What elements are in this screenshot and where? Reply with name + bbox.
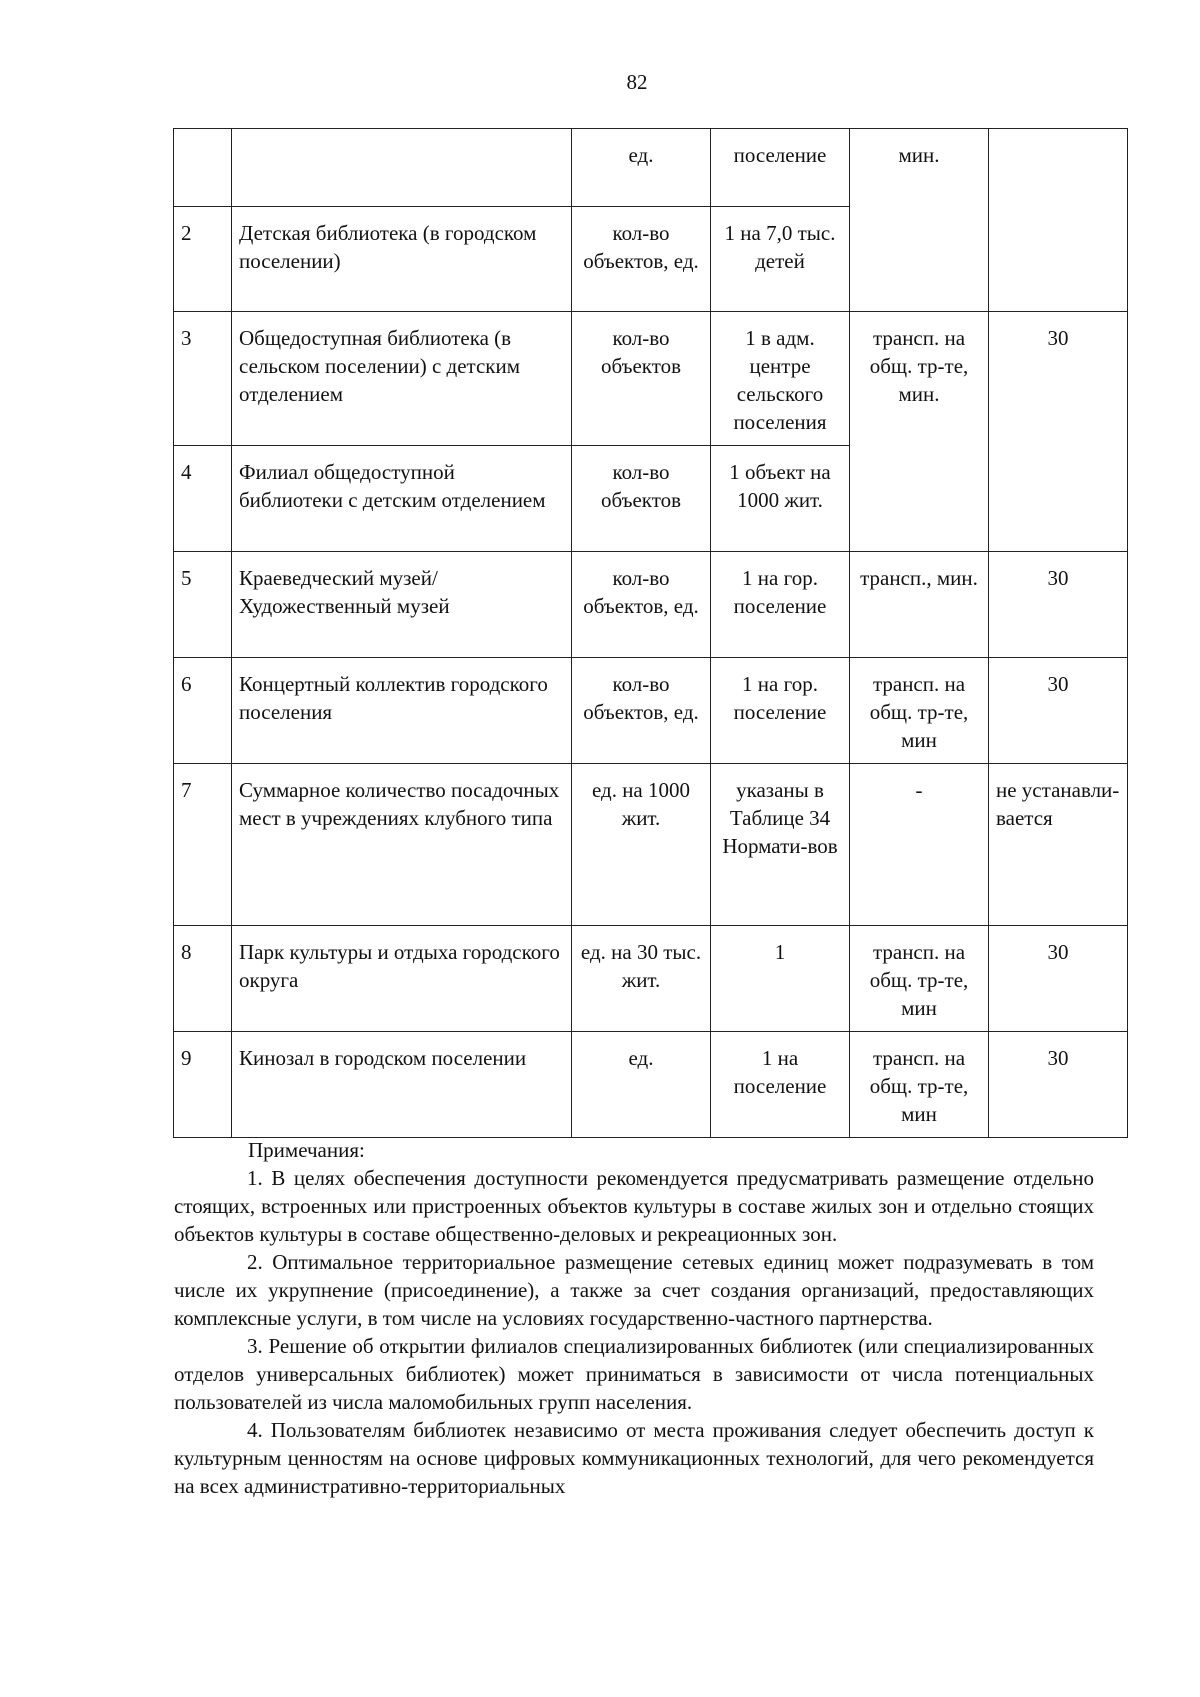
cell-unit: кол-во объектов	[572, 446, 711, 552]
cell-distance: трансп. на общ. тр-те, мин	[850, 658, 989, 764]
note-paragraph: 1. В целях обеспечения доступности рекомендуется предусматривать размещение отдельно стоящих, встроенных или пристроенных объектов культуры в составе жилых зон и отдельно стоящих объектов культуры в составе общественно-деловых и рекреационных зон.	[174, 1166, 1094, 1246]
table-row	[174, 926, 1128, 1032]
cell-distance: трансп., мин.	[850, 552, 989, 658]
cell-unit: кол-во объектов, ед.	[572, 552, 711, 658]
cell-limit	[989, 129, 1128, 312]
cell-name	[232, 129, 572, 207]
cell-unit: кол-во объектов, ед.	[572, 207, 711, 312]
cell-name: Концертный коллектив городского поселения	[232, 658, 572, 764]
cell-value: 1 в адм. центре сельского поселения	[711, 312, 850, 446]
cell-value: 1 на 7,0 тыс. детей	[711, 207, 850, 312]
note-paragraph: 4. Пользователям библиотек независимо от места проживания следует обеспечить доступ к культурным ценностям на основе цифровых коммуникационных технологий, для чего рекомендуется на всех административно-территориальных	[174, 1418, 1094, 1498]
table-row	[174, 764, 1128, 926]
cell-name: Парк культуры и отдыха городского округа	[232, 926, 572, 1032]
cell-name: Кинозал в городском поселении	[232, 1032, 572, 1138]
cell-limit: не устанавли-вается	[989, 764, 1128, 926]
cell-num: 4	[174, 446, 232, 552]
cell-value: 1 объект на 1000 жит.	[711, 446, 850, 552]
table-row	[174, 1032, 1128, 1138]
cell-value: поселение	[711, 129, 850, 207]
cell-num: 5	[174, 552, 232, 658]
cell-unit: ед.	[572, 1032, 711, 1138]
cell-name: Краеведческий музей/ Художественный музей	[232, 552, 572, 658]
note-paragraph: 3. Решение об открытии филиалов специализированных библиотек (или специализированных отделов универсальных библиотек) может приниматься в зависимости от числа потенциальных пользователей из числа маломобильных групп населения.	[174, 1334, 1094, 1414]
cell-unit: кол-во объектов	[572, 312, 711, 446]
cell-value: 1 на гор. поселение	[711, 658, 850, 764]
cell-num: 3	[174, 312, 232, 446]
cell-name: Филиал общедоступной библиотеки с детским отделением	[232, 446, 572, 552]
page-number: 82	[626, 70, 648, 94]
cell-unit: ед.	[572, 129, 711, 207]
cell-num: 8	[174, 926, 232, 1032]
cell-value: 1 на гор. поселение	[711, 552, 850, 658]
cell-distance: трансп. на общ. тр-те, мин	[850, 926, 989, 1032]
table-row	[174, 658, 1128, 764]
cell-value: указаны в Таблице 34 Нормати-вов	[711, 764, 850, 926]
cell-unit: ед. на 1000 жит.	[572, 764, 711, 926]
cell-distance: трансп. на общ. тр-те, мин.	[850, 312, 989, 552]
cell-name: Суммарное количество посадочных мест в учреждениях клубного типа	[232, 764, 572, 926]
cell-name: Детская библиотека (в городском поселении)	[232, 207, 572, 312]
cell-num: 2	[174, 207, 232, 312]
cell-num: 9	[174, 1032, 232, 1138]
cell-distance: мин.	[850, 129, 989, 312]
cell-distance: -	[850, 764, 989, 926]
notes-caption: Примечания:	[248, 1138, 365, 1162]
table-row	[174, 129, 1128, 207]
cell-distance: трансп. на общ. тр-те, мин	[850, 1032, 989, 1138]
note-paragraph: 2. Оптимальное территориальное размещение сетевых единиц может подразумевать в том числе их укрупнение (присоединение), а также за счет создания организаций, предоставляющих комплексные услуги, в том числе на условиях государственно-частного партнерства.	[174, 1250, 1094, 1330]
cell-limit: 30	[989, 926, 1128, 1032]
cell-unit: кол-во объектов, ед.	[572, 658, 711, 764]
cell-name: Общедоступная библиотека (в сельском поселении) с детским отделением	[232, 312, 572, 446]
table-row	[174, 552, 1128, 658]
notes-section	[174, 1136, 1094, 1500]
cell-num	[174, 129, 232, 207]
cell-value: 1 на поселение	[711, 1032, 850, 1138]
norms-table	[173, 128, 1128, 1138]
cell-num: 6	[174, 658, 232, 764]
table-row	[174, 312, 1128, 446]
cell-limit: 30	[989, 658, 1128, 764]
cell-limit: 30	[989, 552, 1128, 658]
cell-num: 7	[174, 764, 232, 926]
cell-unit: ед. на 30 тыс. жит.	[572, 926, 711, 1032]
cell-limit: 30	[989, 1032, 1128, 1138]
cell-limit: 30	[989, 312, 1128, 552]
cell-value: 1	[711, 926, 850, 1032]
